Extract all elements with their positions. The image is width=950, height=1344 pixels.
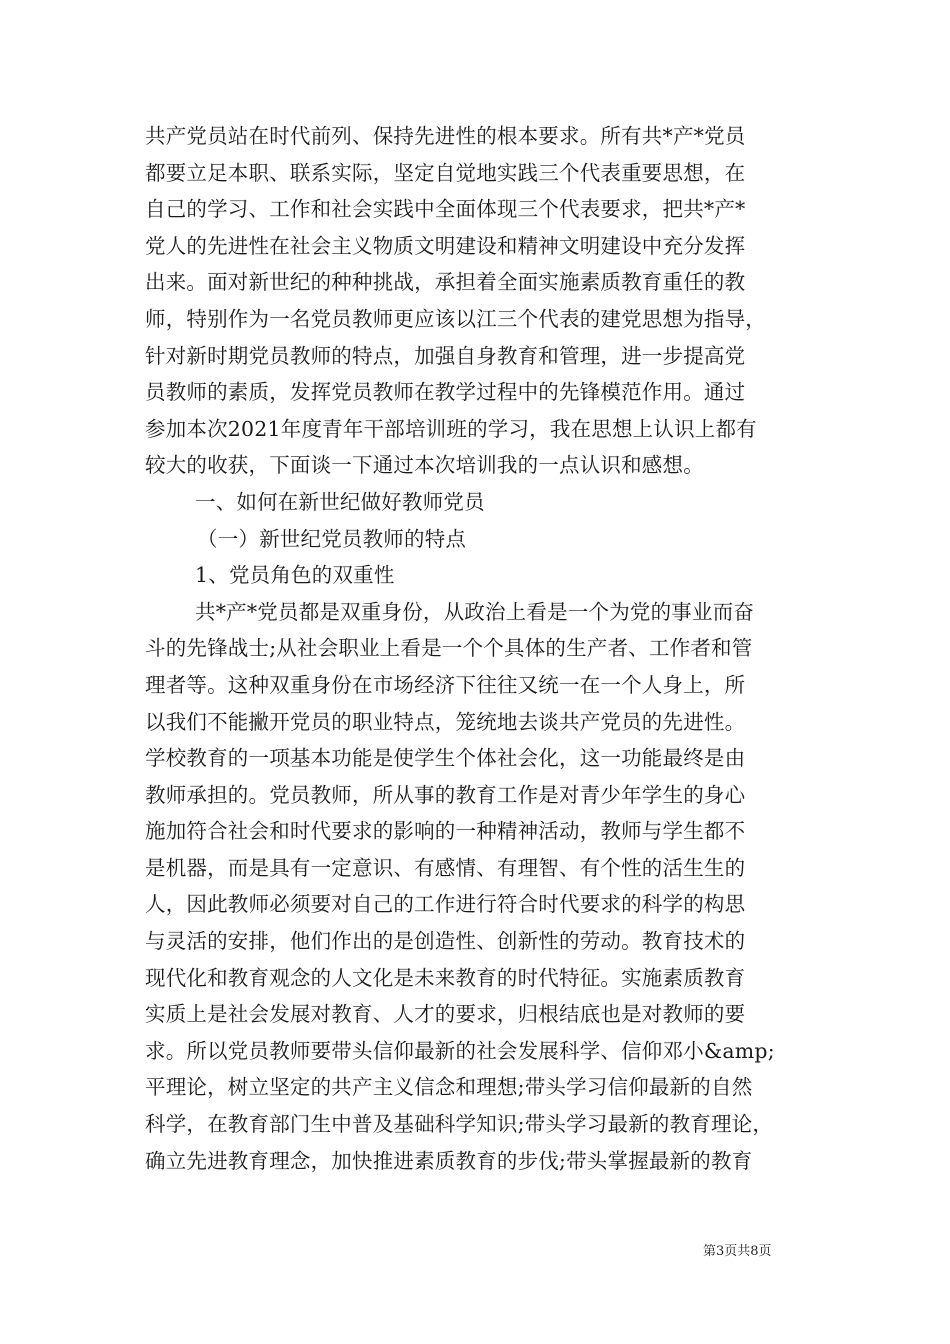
text-line: 施加符合社会和时代要求的影响的一种精神活动，教师与学生都不 bbox=[145, 819, 746, 844]
text-line: 实质上是社会发展对教育、人才的要求，归根结底也是对教师的要 bbox=[145, 1002, 746, 1027]
text-line: 现代化和教育观念的人文化是未来教育的时代特征。实施素质教育 bbox=[145, 965, 746, 990]
text-line: 斗的先锋战士;从社会职业上看是一个个具体的生产者、工作者和管 bbox=[145, 636, 753, 661]
text-line: 共*产*党员都是双重身份，从政治上看是一个为党的事业而奋 bbox=[195, 599, 755, 624]
text-line: 求。所以党员教师要带头信仰最新的社会发展科学、信仰邓小&amp; bbox=[145, 1038, 775, 1063]
text-line: 较大的收获，下面谈一下通过本次培训我的一点认识和感想。 bbox=[145, 453, 704, 478]
text-line: 以我们不能撇开党员的职业特点，笼统地去谈共产党员的先进性。 bbox=[145, 709, 746, 734]
text-line: 教师承担的。党员教师，所从事的教育工作是对青少年学生的身心 bbox=[145, 782, 746, 807]
item-heading: 1、党员角色的双重性 bbox=[195, 563, 395, 588]
text-line: 都要立足本职、联系实际，坚定自觉地实践三个代表重要思想，在 bbox=[145, 160, 746, 185]
text-line: 平理论，树立坚定的共产主义信念和理想;带头学习信仰最新的自然 bbox=[145, 1075, 753, 1100]
text-line: 科学，在教育部门生中普及基础科学知识;带头学习最新的教育理论， bbox=[145, 1112, 774, 1137]
text-line: 学校教育的一项基本功能是使学生个体社会化，这一功能最终是由 bbox=[145, 746, 746, 771]
text-line: 针对新时期党员教师的特点，加强自身教育和管理，进一步提高党 bbox=[145, 343, 746, 368]
text-line: 人，因此教师必须要对自己的工作进行符合时代要求的科学的构思 bbox=[145, 892, 746, 917]
page-number: 第3页共8页 bbox=[703, 1244, 772, 1259]
text-line: 参加本次2021年度青年干部培训班的学习，我在思想上认识上都有 bbox=[145, 416, 757, 441]
text-line: 是机器，而是具有一定意识、有感情、有理智、有个性的活生生的 bbox=[145, 855, 746, 880]
text-line: 与灵活的安排，他们作出的是创造性、创新性的劳动。教育技术的 bbox=[145, 929, 746, 954]
text-line: 共产党员站在时代前列、保持先进性的根本要求。所有共*产*党员 bbox=[145, 124, 746, 148]
text-line: 党人的先进性在社会主义物质文明建设和精神文明建设中充分发挥 bbox=[145, 233, 746, 258]
text-line: 自己的学习、工作和社会实践中全面体现三个代表要求，把共*产* bbox=[145, 197, 746, 222]
text-line: 确立先进教育理念，加快推进素质教育的步伐;带头掌握最新的教育 bbox=[145, 1148, 753, 1173]
text-line: 员教师的素质，发挥党员教师在教学过程中的先锋模范作用。通过 bbox=[145, 380, 746, 405]
subsection-heading: （一）新世纪党员教师的特点 bbox=[197, 526, 467, 551]
body-text bbox=[145, 118, 815, 1179]
text-line: 师，特别作为一名党员教师更应该以江三个代表的建党思想为指导， bbox=[145, 306, 766, 331]
section-heading: 一、如何在新世纪做好教师党员 bbox=[195, 489, 485, 514]
text-line: 理者等。这种双重身份在市场经济下往往又统一在一个人身上，所 bbox=[145, 672, 746, 697]
text-line: 出来。面对新世纪的种种挑战，承担着全面实施素质教育重任的教 bbox=[145, 270, 746, 295]
